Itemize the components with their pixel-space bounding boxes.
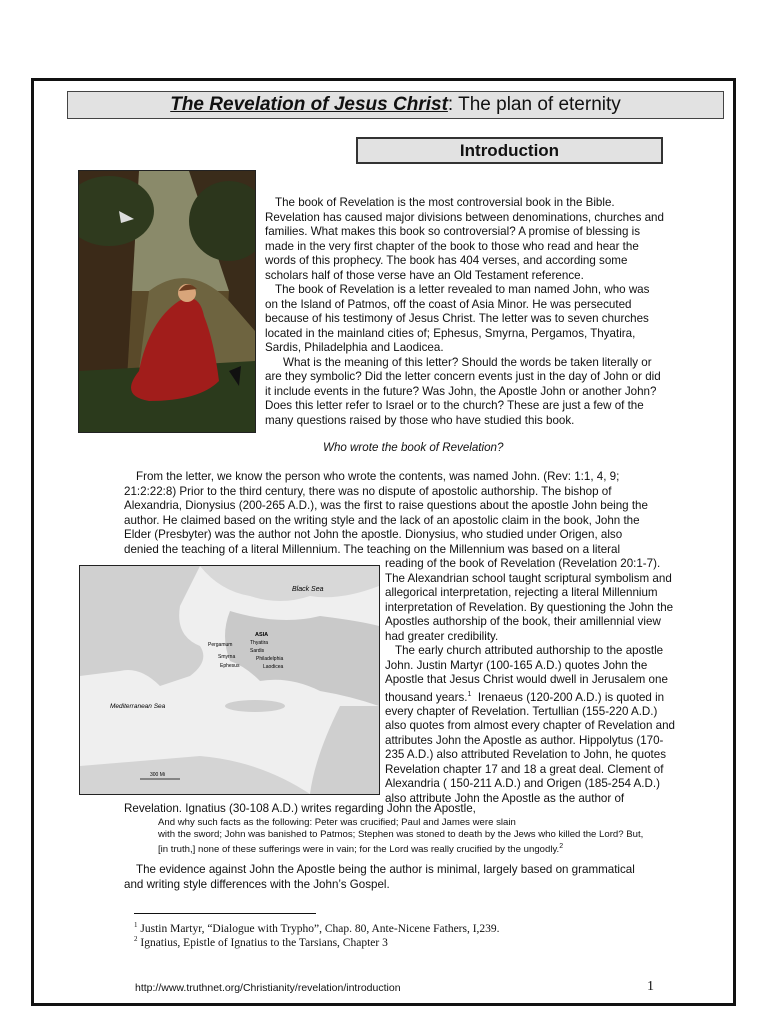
evidence-paragraph: [124, 863, 635, 892]
footnote-2: [134, 935, 388, 949]
text-line: 21:2:22:8) Prior to the third century, there was no dispute of apostolic authorship. The bishop of: [124, 484, 612, 498]
intro-paragraphs: [265, 196, 664, 428]
text-line: on the Island of Patmos, off the coast of Asia Minor. He was persecuted: [265, 297, 632, 311]
map-label-asia: ASIA: [255, 632, 269, 638]
text-fragment: Irenaeus (120-200 A.D.) is quoted in: [477, 690, 665, 704]
footnote-ref: 2: [559, 843, 564, 850]
map-label-smyrna: Smyrna: [218, 654, 236, 660]
text-line: many questions raised by those who have studied this book.: [265, 413, 575, 427]
title-main: The Revelation of Jesus Christ: [170, 94, 448, 115]
text-line: Alexandria, Dionysius (200-265 A.D.), was the first to raise questions about the apostle John being the: [124, 499, 648, 512]
page-title: [67, 91, 724, 119]
text-line: located in the mainland cities of; Ephesus, Smyrna, Pergamos, Thyatira,: [265, 326, 636, 340]
text-line: families. What makes this book so controversial? A promise of blessing is: [265, 225, 641, 238]
text-line: Elder (Presbyter) was the author not John the apostle. Dionysius, who studied under Origen, also: [124, 528, 623, 541]
text-line: interpretation of Revelation. By questioning the John the: [385, 600, 674, 614]
map-label-ephesus: Ephesus: [220, 663, 240, 669]
right-column-text: [385, 557, 675, 806]
text-line: Revelation. Ignatius (30-108 A.D.) writes regarding John the Apostle,: [124, 802, 476, 815]
text-line: author. He claimed based on the writing style and the lack of an apostolic claim in the book, John the: [124, 513, 640, 527]
text-line: it include events in the future? Was John, the Apostle John or another John?: [265, 384, 657, 398]
footer-url-link[interactable]: http://www.truthnet.org/Christianity/revelation/introduction: [135, 982, 401, 994]
text-line: also attribute John the Apostle as the author of: [385, 791, 625, 805]
page-number: 1: [647, 979, 654, 994]
footnote-number: 1: [134, 921, 138, 929]
footnote-number: 2: [134, 935, 138, 943]
text-line: Revelation has caused major divisions between denominations, churches and: [265, 210, 664, 224]
map-label-laodicea: Laodicea: [263, 664, 284, 670]
map-seven-churches: [79, 565, 380, 795]
footnote-1: [134, 921, 500, 935]
map-label-black-sea: Black Sea: [292, 586, 324, 593]
text-line: Apostle that Jesus Christ would dwell in Jerusalem one: [385, 673, 668, 686]
text-line: words of this prophecy. The book has 404 verses, and according some: [265, 254, 628, 267]
text-line: scholars half of those verse have an Old Testament reference.: [265, 268, 584, 282]
text-line: every chapter of Revelation. Tertullian (155-220 A.D.): [385, 704, 658, 718]
footnote-ref: 1: [467, 690, 472, 698]
text-line: had greater credibility.: [385, 629, 499, 643]
section-heading: Introduction: [356, 137, 663, 164]
text-line: Apostles authorship of the book, their amillennial view: [385, 615, 661, 628]
question-heading: Who wrote the book of Revelation?: [323, 441, 504, 454]
text-line: Does this letter refer to Israel or to the church? These are just a few of the: [265, 399, 644, 412]
text-line: allegorical interpretation, rejecting a literal Millennium: [385, 586, 658, 599]
quote-line: And why such facts as the following: Peter was crucified; Paul and James were slain: [158, 817, 516, 828]
text-line: The evidence against John the Apostle being the author is minimal, largely based on grammatical: [136, 863, 635, 876]
footnote-divider: [134, 913, 316, 914]
text-line: also quotes from almost every chapter of Revelation and: [385, 719, 675, 733]
ignatius-quote: [158, 817, 643, 856]
ignatius-line: [124, 802, 476, 817]
title-subtitle: : The plan of eternity: [447, 94, 621, 115]
text-line: because of his testimony of Jesus Christ. The letter was to seven churches: [265, 312, 649, 325]
text-line: From the letter, we know the person who wrote the contents, was named John. (Rev: 1:1, 4, 9;: [136, 470, 620, 483]
text-fragment: thousand years.: [385, 690, 468, 704]
text-line: denied the teaching of a literal Millennium. The teaching on the Millennium was based on a literal: [124, 542, 621, 556]
text-line: The early church attributed authorship to the apostle: [395, 644, 664, 657]
text-line: Sardis, Philadelphia and Laodicea.: [265, 341, 444, 354]
text-line: reading of the book of Revelation (Revelation 20:1-7).: [385, 557, 661, 570]
text-line: Alexandria ( 150-211 A.D.) and Origen (185-254 A.D.): [385, 777, 660, 791]
map-label-sardis: Sardis: [250, 648, 265, 654]
text-line: Revelation chapter 17 and 18 a great deal. Clement of: [385, 762, 664, 776]
map-scale: 300 Mi: [150, 772, 166, 778]
text-line: are they symbolic? Did the letter concern events just in the day of John or did: [265, 370, 661, 383]
text-line: made in the very first chapter of the book to those who read and hear the: [265, 239, 639, 253]
quote-fragment: [in truth,] none of these sufferings were in vain; for the Lord was really crucified by the ungodly.: [158, 844, 560, 856]
text-line: What is the meaning of this letter? Should the words be taken literally or: [283, 355, 652, 369]
text-line: 235 A.D.) also attributed Revelation to John, he quotes: [385, 748, 667, 762]
text-line: [385, 688, 675, 705]
map-label-pergamum: Pergamum: [208, 642, 233, 648]
quote-line: with the sword; John was banished to Patmos; Stephen was stoned to death by the Jews who killed the Lord? But,: [158, 829, 644, 840]
text-line: The Alexandrian school taught scriptural symbolism and: [385, 571, 672, 585]
map-label-thyatira: Thyatira: [250, 640, 269, 646]
john-on-patmos-painting: [78, 170, 256, 433]
map-label-mediterranean: Mediterranean Sea: [110, 703, 166, 710]
text-line: The book of Revelation is a letter revealed to man named John, who was: [275, 283, 650, 296]
text-line: attributes John the Apostle as author. Hippolytus (170-: [385, 733, 664, 747]
text-line: and writing style differences with the John’s Gospel.: [124, 877, 390, 891]
footnote-text: Justin Martyr, “Dialogue with Trypho”, Chap. 80, Ante-Nicene Fathers, I,239.: [140, 922, 500, 935]
footnote-text: Ignatius, Epistle of Ignatius to the Tarsians, Chapter 3: [140, 936, 388, 949]
map-label-philadelphia: Philadelphia: [256, 656, 284, 662]
text-line: John. Justin Martyr (100-165 A.D.) quotes John the: [385, 658, 648, 672]
authorship-paragraph: [124, 470, 648, 557]
text-line: The book of Revelation is the most controversial book in the Bible.: [275, 196, 615, 209]
quote-line: [158, 841, 643, 856]
